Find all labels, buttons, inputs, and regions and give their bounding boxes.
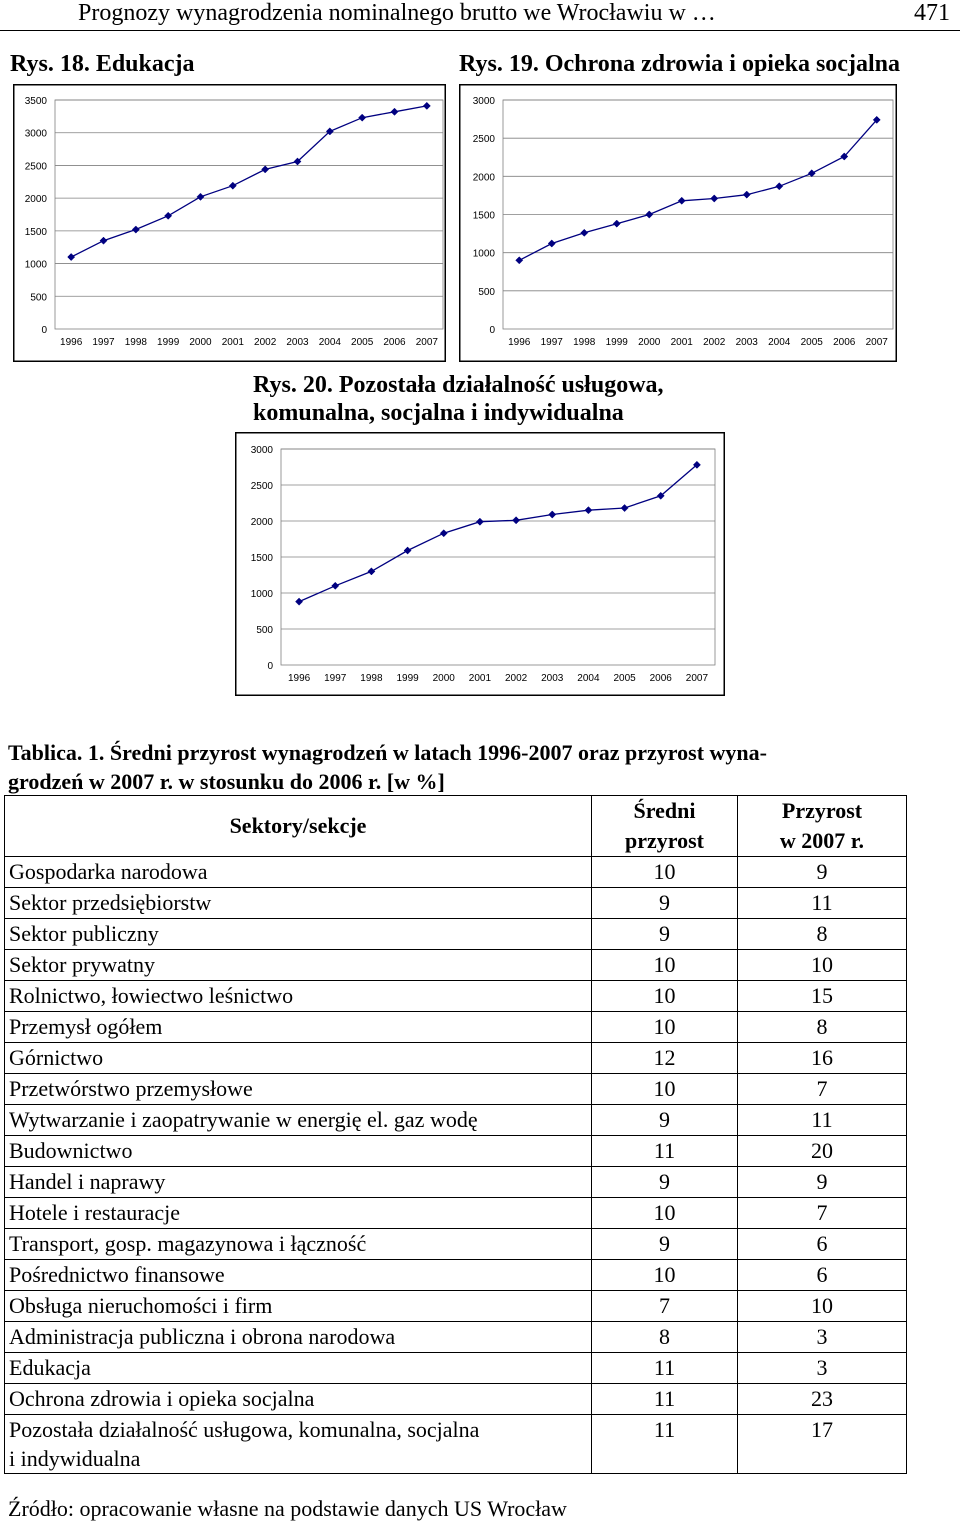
y-tick-label: 500	[30, 292, 47, 304]
x-tick-label: 1997	[324, 673, 347, 684]
row-growth: 20	[738, 1136, 907, 1167]
row-growth: 3	[738, 1353, 907, 1384]
table-caption-line1: Tablica. 1. Średni przyrost wynagrodzeń w latach 1996-2007 oraz przyrost wyna-	[8, 740, 767, 765]
y-tick-label: 500	[256, 625, 273, 636]
header-sector: Sektory/sekcje	[5, 796, 592, 857]
row-growth: 10	[738, 1291, 907, 1322]
y-tick-label: 3500	[24, 96, 47, 107]
row-growth: 8	[738, 919, 907, 950]
table-row	[5, 1353, 907, 1384]
row-name-line1: Pozostała działalność usługowa, komunalna, socjalna	[9, 1417, 480, 1442]
x-tick-label: 2001	[670, 337, 693, 348]
header-avg-line1: Średni	[633, 798, 696, 823]
y-tick-label: 0	[41, 325, 47, 336]
row-avg: 12	[592, 1043, 738, 1074]
table-row	[5, 1415, 907, 1474]
header-avg-line2: przyrost	[624, 828, 705, 853]
row-avg: 10	[592, 981, 738, 1012]
x-tick-label: 2005	[800, 337, 823, 348]
table-row	[5, 1136, 907, 1167]
page-number: 471	[914, 0, 950, 26]
table-row	[5, 1322, 907, 1353]
header-growth-2007	[738, 796, 907, 857]
y-tick-label: 1000	[250, 589, 273, 600]
table-row	[5, 950, 907, 981]
y-tick-label: 2000	[250, 517, 273, 528]
x-tick-label: 2002	[703, 337, 726, 348]
row-growth: 17	[738, 1415, 907, 1474]
row-avg: 8	[592, 1322, 738, 1353]
x-tick-label: 2000	[638, 337, 661, 348]
x-tick-label: 2005	[613, 673, 636, 684]
x-tick-label: 2001	[221, 337, 244, 348]
x-tick-label: 2002	[504, 673, 528, 684]
row-avg: 9	[592, 1229, 738, 1260]
row-growth: 9	[738, 1167, 907, 1198]
x-tick-label: 2002	[254, 337, 277, 348]
row-growth: 23	[738, 1384, 907, 1415]
row-growth: 6	[738, 1229, 907, 1260]
table-row	[5, 1384, 907, 1415]
y-tick-label: 1500	[250, 553, 273, 564]
figure-19-caption: Rys. 19. Ochrona zdrowia i opieka socjalna	[459, 51, 900, 77]
x-tick-label: 2003	[286, 337, 309, 348]
wage-growth-table	[4, 795, 907, 1474]
table-row	[5, 857, 907, 888]
row-avg: 9	[592, 919, 738, 950]
y-tick-label: 2500	[24, 161, 47, 173]
figure-18-caption: Rys. 18. Edukacja	[10, 51, 195, 77]
row-growth: 15	[738, 981, 907, 1012]
row-name: Górnictwo	[5, 1043, 592, 1074]
x-tick-label: 2004	[318, 337, 341, 348]
row-name: Ochrona zdrowia i opieka socjalna	[5, 1384, 592, 1415]
y-tick-label: 3000	[24, 128, 47, 140]
row-avg: 11	[592, 1415, 738, 1474]
y-tick-label: 1500	[472, 210, 495, 222]
x-tick-label: 1999	[605, 337, 628, 348]
table-row	[5, 1260, 907, 1291]
row-name: Administracja publiczna i obrona narodowa	[5, 1322, 592, 1353]
x-tick-label: 2004	[768, 337, 791, 348]
source-note: Źródło: opracowanie własne na podstawie danych US Wrocław	[8, 1496, 567, 1521]
x-tick-label: 2007	[865, 337, 888, 348]
row-name: Sektor prywatny	[5, 950, 592, 981]
running-title: Prognozy wynagrodzenia nominalnego brutto we Wrocławiu w …	[78, 0, 716, 26]
x-tick-label: 1998	[360, 673, 383, 684]
x-tick-label: 2000	[189, 337, 212, 348]
row-name: Transport, gosp. magazynowa i łączność	[5, 1229, 592, 1260]
row-avg: 9	[592, 1167, 738, 1198]
header-avg-growth	[592, 796, 738, 857]
y-tick-label: 1000	[472, 248, 495, 260]
row-growth: 10	[738, 950, 907, 981]
y-tick-label: 0	[489, 325, 495, 336]
row-growth: 11	[738, 1105, 907, 1136]
row-growth: 9	[738, 857, 907, 888]
row-name: Budownictwo	[5, 1136, 592, 1167]
x-tick-label: 2006	[649, 673, 672, 684]
y-tick-label: 2000	[472, 172, 495, 184]
chart-health	[459, 84, 897, 362]
row-growth: 6	[738, 1260, 907, 1291]
row-name: Przetwórstwo przemysłowe	[5, 1074, 592, 1105]
row-avg: 10	[592, 1012, 738, 1043]
x-tick-label: 1996	[287, 673, 311, 684]
figure-20-caption-line1: Rys. 20. Pozostała działalność usługowa,	[253, 372, 664, 398]
row-name: Handel i naprawy	[5, 1167, 592, 1198]
x-tick-label: 2001	[468, 673, 492, 684]
row-name: Wytwarzanie i zaopatrywanie w energię el. gaz wodę	[5, 1105, 592, 1136]
chart-other-services	[235, 432, 725, 696]
x-tick-label: 1999	[396, 673, 419, 684]
x-tick-label: 2006	[383, 337, 406, 348]
table-row	[5, 1043, 907, 1074]
table-row	[5, 1167, 907, 1198]
row-name	[5, 1415, 592, 1474]
x-tick-label: 2003	[541, 673, 564, 684]
x-tick-label: 2004	[577, 673, 600, 684]
row-growth: 7	[738, 1198, 907, 1229]
table-caption	[8, 738, 953, 796]
row-name: Gospodarka narodowa	[5, 857, 592, 888]
row-avg: 10	[592, 1260, 738, 1291]
row-name: Hotele i restauracje	[5, 1198, 592, 1229]
chart-education-svg	[13, 84, 446, 362]
row-name: Rolnictwo, łowiectwo leśnictwo	[5, 981, 592, 1012]
chart-frame	[236, 433, 725, 696]
table-caption-line2: grodzeń w 2007 r. w stosunku do 2006 r. [w %]	[8, 769, 445, 794]
table-row	[5, 1105, 907, 1136]
row-growth: 7	[738, 1074, 907, 1105]
row-avg: 10	[592, 857, 738, 888]
x-tick-label: 1999	[157, 337, 180, 348]
y-tick-label: 500	[478, 286, 495, 298]
row-avg: 10	[592, 1074, 738, 1105]
row-name-line2: i indywidualna	[9, 1446, 141, 1471]
x-tick-label: 2005	[351, 337, 374, 348]
row-avg: 11	[592, 1136, 738, 1167]
chart-other-services-svg	[235, 432, 725, 696]
table-row	[5, 1229, 907, 1260]
x-tick-label: 1996	[60, 337, 83, 348]
x-tick-label: 1998	[573, 337, 596, 348]
x-tick-label: 2003	[735, 337, 758, 348]
y-tick-label: 1500	[24, 226, 47, 238]
table-row	[5, 1012, 907, 1043]
chart-frame	[14, 85, 446, 362]
x-tick-label: 1997	[92, 337, 115, 348]
row-growth: 11	[738, 888, 907, 919]
row-avg: 11	[592, 1353, 738, 1384]
row-avg: 10	[592, 950, 738, 981]
row-growth: 8	[738, 1012, 907, 1043]
row-name: Pośrednictwo finansowe	[5, 1260, 592, 1291]
row-name: Sektor przedsiębiorstw	[5, 888, 592, 919]
table-header-row	[5, 796, 907, 857]
row-avg: 9	[592, 888, 738, 919]
x-tick-label: 2006	[833, 337, 856, 348]
table-row	[5, 919, 907, 950]
row-avg: 9	[592, 1105, 738, 1136]
running-header	[0, 0, 960, 31]
x-tick-label: 1998	[124, 337, 147, 348]
row-name: Edukacja	[5, 1353, 592, 1384]
table-row	[5, 888, 907, 919]
y-tick-label: 3000	[472, 96, 495, 107]
y-tick-label: 2500	[472, 134, 495, 146]
row-avg: 11	[592, 1384, 738, 1415]
y-tick-label: 3000	[250, 445, 273, 456]
y-tick-label: 2000	[24, 194, 47, 206]
x-tick-label: 1997	[540, 337, 563, 348]
chart-education	[13, 84, 446, 362]
chart-frame	[460, 85, 897, 362]
table-row	[5, 1291, 907, 1322]
header-growth-line1: Przyrost	[781, 798, 863, 823]
chart-health-svg	[459, 84, 897, 362]
y-tick-label: 1000	[24, 259, 47, 271]
x-tick-label: 2000	[432, 673, 455, 684]
row-name: Przemysł ogółem	[5, 1012, 592, 1043]
figure-20-caption-line2: komunalna, socjalna i indywidualna	[253, 400, 624, 426]
row-name: Obsługa nieruchomości i firm	[5, 1291, 592, 1322]
x-tick-label: 2007	[415, 337, 438, 348]
table-row	[5, 1074, 907, 1105]
figure-20-caption	[253, 371, 664, 427]
y-tick-label: 2500	[250, 481, 273, 492]
row-avg: 10	[592, 1198, 738, 1229]
row-growth: 16	[738, 1043, 907, 1074]
row-growth: 3	[738, 1322, 907, 1353]
x-tick-label: 2007	[685, 673, 709, 684]
table-row	[5, 981, 907, 1012]
row-avg: 7	[592, 1291, 738, 1322]
y-tick-label: 0	[267, 661, 273, 672]
header-growth-line2: w 2007 r.	[779, 828, 865, 853]
row-name: Sektor publiczny	[5, 919, 592, 950]
table-row	[5, 1198, 907, 1229]
x-tick-label: 1996	[508, 337, 531, 348]
